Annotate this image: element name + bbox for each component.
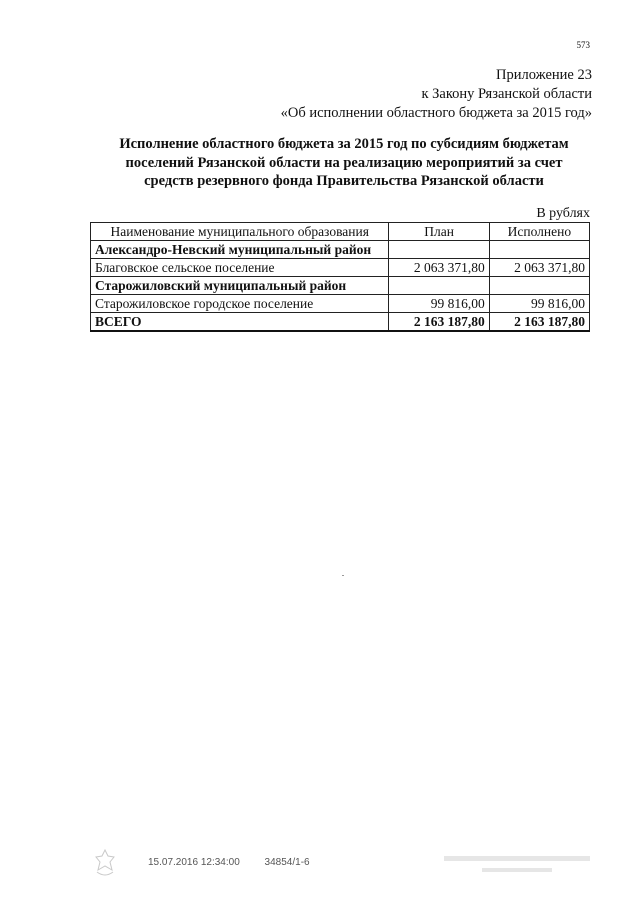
header-done: Исполнено	[489, 223, 589, 241]
row-done: 99 816,00	[489, 295, 589, 313]
appendix-header	[281, 66, 592, 123]
table-header-row	[91, 223, 590, 241]
budget-table	[90, 222, 590, 332]
row-done: 2 063 371,80	[489, 259, 589, 277]
total-name: ВСЕГО	[91, 313, 389, 332]
appendix-line-2: к Закону Рязанской области	[421, 86, 592, 102]
row-plan	[389, 277, 489, 295]
row-plan: 2 063 371,80	[389, 259, 489, 277]
row-done	[489, 241, 589, 259]
title-line-3: средств резервного фонда Правительства Рязанской области	[144, 173, 544, 189]
table-row-settlement	[91, 259, 590, 277]
title-line-1: Исполнение областного бюджета за 2015 год по субсидиям бюджетам	[119, 136, 569, 152]
table-row-district	[91, 277, 590, 295]
row-plan	[389, 241, 489, 259]
appendix-line-3: «Об исполнении областного бюджета за 2015 год»	[280, 105, 592, 121]
emblem-watermark-icon	[92, 848, 118, 878]
footer-doc-id: 34854/1-6	[264, 857, 310, 868]
footer	[148, 857, 332, 868]
row-name: Благовское сельское поселение	[91, 259, 389, 277]
page-number: 573	[576, 40, 590, 50]
header-name: Наименование муниципального образования	[91, 223, 389, 241]
faded-stamp-icon	[442, 852, 592, 878]
footer-timestamp: 15.07.2016 12:34:00	[148, 857, 240, 868]
row-name: Старожиловское городское поселение	[91, 295, 389, 313]
header-plan: План	[389, 223, 489, 241]
row-name: Старожиловский муниципальный район	[91, 277, 389, 295]
table-row-total	[91, 313, 590, 332]
appendix-line-1: Приложение 23	[496, 67, 592, 83]
total-plan: 2 163 187,80	[389, 313, 489, 332]
document-title	[96, 135, 592, 191]
title-line-2: поселений Рязанской области на реализацию мероприятий за счет	[125, 154, 563, 171]
scan-speck	[342, 575, 344, 576]
row-plan: 99 816,00	[389, 295, 489, 313]
units-label: В рублях	[536, 206, 590, 221]
total-done: 2 163 187,80	[489, 313, 589, 332]
table-row-district	[91, 241, 590, 259]
row-done	[489, 277, 589, 295]
row-name: Александро-Невский муниципальный район	[91, 241, 389, 259]
table-row-settlement	[91, 295, 590, 313]
